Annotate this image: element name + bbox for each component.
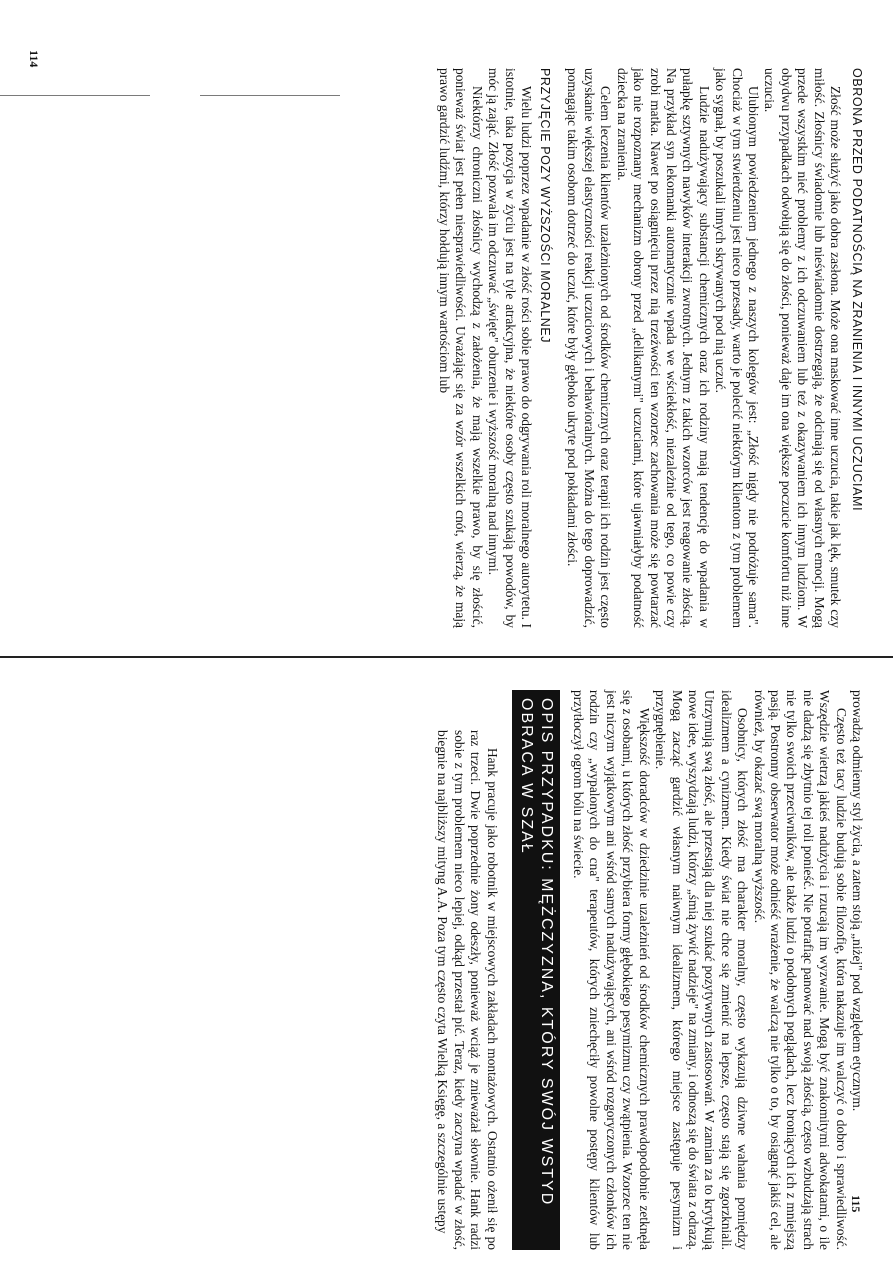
paragraph: Hank pracuje jako robotnik w miejscowych zakładach montażowych. Ostatnio ożenił się po raz trzeci. Dwie poprzednie żony odeszły, ponieważ wciąż je znieważał słownie. Hank radzi sobie z tym problemem nieco lepiej, odkąd przestał pić. Teraz, kiedy zaczyna wpadać w złość, biegnie na najbliższy mityng A.A. Poza tym często czyta Wielką Księgę, a szczególnie ustępy — [435, 730, 500, 1250]
right-page — [434, 690, 865, 1250]
paragraph: Celem leczenia klientów uzależnionych od środków chemicznych oraz terapii ich rodzin jest często uzyskanie większej elastyczności reakcji uczuciowych i behawioralnych. Można do tego doprowadzić, pomagając takim osobom dotrzeć do uczuć, które były głęboko ukryte pod pokładami złości. — [565, 68, 614, 628]
paragraph: Niektórzy chronicznі złośnicy wychodzą z założenia, że mają wszelkie prawo, by się złościć, ponieważ świat jest pełen niesprawiedliwości. Uważając się za wzór wszelkich cnót, wierzą, że mają prawo gardzić ludźmi, którzy hołdują innym wartościom lub — [437, 68, 485, 628]
paragraph: Ludzie nadużywający substancji chemicznych oraz ich rodziny mają tendencję do wpadania w pułapkę sztywnych nawyków interakcji zwrotnych. Jednym z takich wzorców jest reagowanie złością. Na przykład syn lekomanki automatycznie wpada we wściekłość, niezależnie od tego, co powie czy zrobi matka. Nawet po osiągnięciu przez nią trzeźwości ten wzorzec zachowania może się powtarzać jako nie rozpoznany mechanizm obrony przed „delikatnymi" uczuciami, które ujawniałyby podatność dziecka na zranienia. — [614, 68, 712, 628]
gutter-divider — [0, 656, 893, 658]
paragraph: prowadzą odmienny styl życia, a zatem stoją „niżej" pod względem etycznym. — [850, 690, 865, 1112]
paragraph: Osobnicy, których złość ma charakter moralny, często wykazują dziwne wahania pomiędzy idealizmem a cynizmem. Kiedy świat nie chce się zmienić na lepsze, często stają się zgorzkniali. Utrzymują swą złość, ale przestają dla niej szukać pozytywnych zastosowań. W zamian za to krytykują nowe idee, wyszydzają ludzi, którzy „śmią żywić nadzieje" na zmiany, i odnoszą się do świata z odrazą. Mogą zacząć gardzić własnym naiwnym idealizmem, którego miejsce zastępuje pesymizm i przygnębienie. — [653, 690, 751, 1250]
left-page — [436, 68, 865, 628]
page-number-left: 114 — [27, 50, 41, 68]
case-study-banner: OPIS PRZYPADKU: MĘŻCZYZNA, KTÓRY SWÓJ WSTYD OBRACA W SZAŁ — [512, 690, 560, 1250]
paragraph: Wielu ludzi poprzez wpadanie w złość rości sobie prawo do odgrywania roli moralnego autorytetu. I istotnie, taka pozycja w życiu jest na tyle atrakcyjna, że niektóre osoby często szukają powodów, by móc ją zająć. Złość pozwala im odczuwać „święte" oburzenie i wyższość moralną nad innymi. — [486, 68, 535, 628]
paragraph: Większość doradców w dziedzinie uzależnień od środków chemicznych prawdopodobnie zetknęła się z osobami, u których złość przybiera formy głębokiego pesymizmu czy zwątpienia. Wzorzec ten nie jest niczym wyjątkowym ani wśród samych nadużywających, ani wśród rozgoryczonych członków ich rodzin czy „wypalonych do cna" terapeutów, których zniechęciły powolne postępy klientów lub przytłoczył ogrom bólu na świecie. — [571, 690, 652, 1250]
section-subheader: PRZYJĘCIE POZY WYŻSZOŚCI MORALNEJ — [538, 68, 553, 344]
paragraph: Ulubionym powiedzeniem jednego z naszych kolegów jest: „Złość nigdy nie podróżuje sama". Chociaż w tym stwierdzeniu jest nieco przesady, warto je polecić niektórym klientom z tym problemem jako sygnał, by poszukali innych skrywanych pod nią uczuć. — [713, 68, 761, 628]
paragraph: Często też tacy ludzie budują sobie filozofię, która nakazuje im walczyć o dobro i sprawiedliwość. Wszędzie wietrzą jakieś nadużycia i rzucają im wyzwanie. Mogą być znakomitymi adwokatami, o ile nie dadzą się zbytnio tej roli ponieść. Nie potrafiąc panować nad swoją złością, często wzbudzają strach nie tylko swoich przeciwników, ale także ludzi o podobnych poglądach, lecz broniących ich z mniejszą pasją. Postronny obserwator może odnieść wrażenie, że walczą nie tylko o to, by osiągnąć jakiś cel, ale również, by okazać swą moralną wyższość. — [751, 690, 849, 1250]
left-page-header: OBRONA PRZED PODATNOŚCIĄ NA ZRANIENIA I INNYMI UCZUCIAMI — [850, 68, 864, 512]
case-study-body — [434, 690, 500, 1250]
page-number-right: 115 — [849, 1195, 863, 1213]
paragraph: Złość może służyć jako dobra zasłona. Może ona maskować inne uczucia, takie jak lęk, smutek czy miłość. Złośnicy świadomie lub nieświadomie dostrzegają, że odcinają się od własnych emocji. Mogą przede wszystkim nieć problemy z ich odczuwaniem lub też z okazywaniem ich innym ludziom. W obydwu przypadkach odwołują się do złości, ponieważ daje im ona większe poczucie komfortu niż inne uczucia. — [762, 68, 843, 628]
